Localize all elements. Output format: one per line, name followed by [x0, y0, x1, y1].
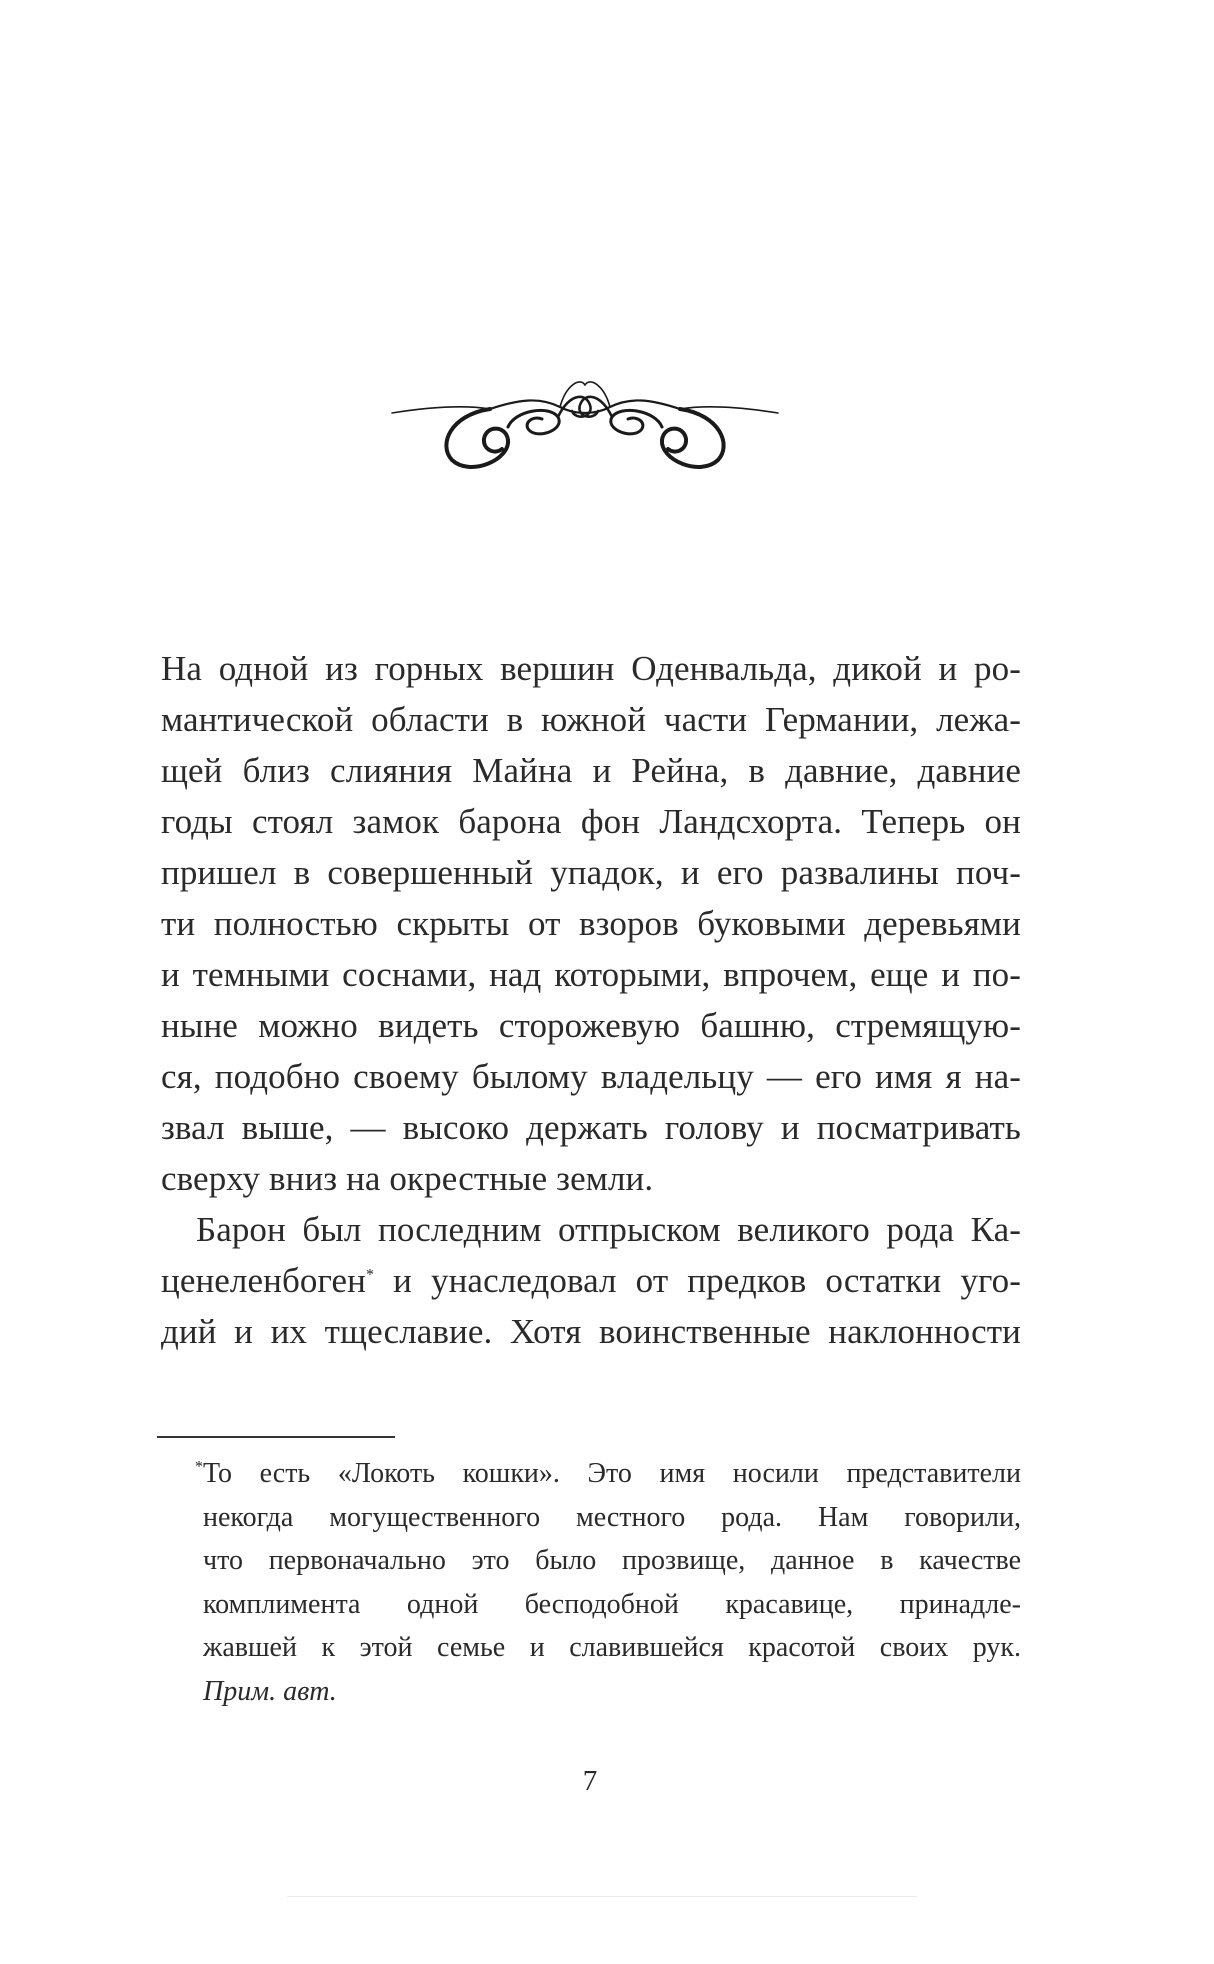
- text-line: звал выше, — высоко держать голову и посматривать: [161, 1108, 1021, 1147]
- page-number: 7: [582, 1765, 598, 1797]
- footnote-line: что первоначально это было прозвище, данное в качестве: [203, 1545, 1021, 1577]
- text-line: мантической области в южной части Германии, лежа-: [161, 700, 1021, 739]
- footnote-line: [203, 1670, 1021, 1714]
- main-text: [161, 643, 1021, 1357]
- footnote-marker[interactable]: *: [365, 1266, 375, 1284]
- footnote-marker: *: [195, 1458, 203, 1476]
- text-line: сверху вниз на окрестные земли.: [161, 1159, 654, 1198]
- text-fragment: ценеленбоген: [161, 1261, 366, 1300]
- footnote-line: некогда могущественного местного рода. Нам говорили,: [203, 1501, 1021, 1533]
- author-note: Прим. авт.: [203, 1675, 337, 1707]
- text-line: Барон был последним отпрыском великого рода Ка-: [196, 1210, 1021, 1249]
- footnote-line: [195, 1452, 1021, 1496]
- text-line: На одной из горных вершин Оденвальда, дикой и ро-: [161, 649, 1021, 688]
- footnote-line: жавшей к этой семье и славившейся красотой своих рук.: [203, 1632, 1021, 1664]
- footnote-divider: [157, 1436, 395, 1438]
- text-line: годы стоял замок барона фон Ландсхорта. Теперь он: [161, 802, 1021, 841]
- footnote: [195, 1452, 1021, 1714]
- text-fragment: и унаследовал от предков остатки уго-: [393, 1261, 1021, 1300]
- text-line: дий и их тщеславие. Хотя воинственные наклонности: [161, 1312, 1021, 1351]
- footnote-text: То есть «Локоть кошки». Это имя носили представители: [203, 1458, 1021, 1489]
- text-line: ти полностью скрыты от взоров буковыми деревьями: [161, 904, 1021, 943]
- text-line: щей близ слияния Майна и Рейна, в давние, давние: [161, 751, 1021, 790]
- bottom-divider: [287, 1896, 917, 1897]
- text-line: ныне можно видеть сторожевую башню, стремящую-: [161, 1006, 1021, 1045]
- text-line: [161, 1255, 1021, 1306]
- text-line: и темными соснами, над которыми, впрочем, еще и по-: [161, 955, 1021, 994]
- flourish-ornament-icon: [390, 355, 780, 480]
- text-line: ся, подобно своему былому владельцу — его имя я на-: [161, 1057, 1021, 1096]
- footnote-line: комплимента одной бесподобной красавице, принадле-: [203, 1588, 1021, 1620]
- text-line: пришел в совершенный упадок, и его развалины поч-: [161, 853, 1021, 892]
